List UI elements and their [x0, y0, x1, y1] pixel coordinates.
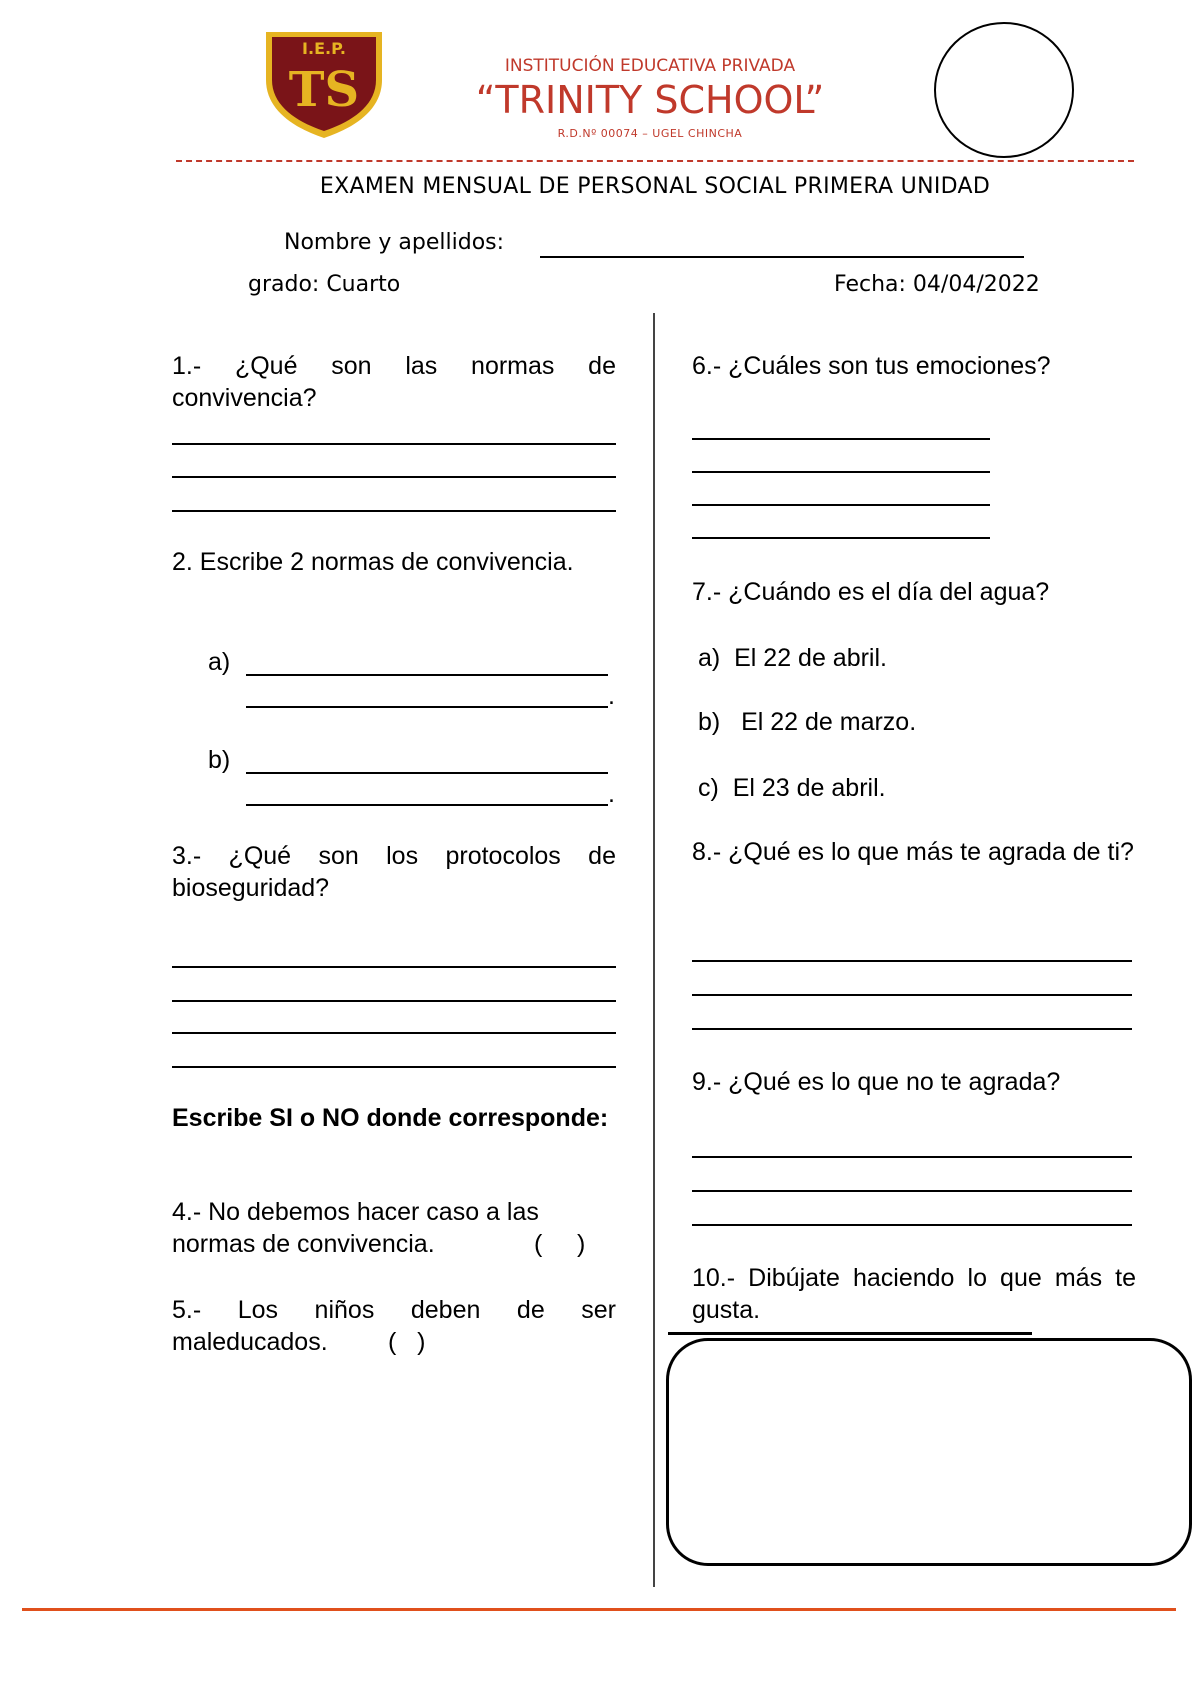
answer-line[interactable] — [172, 1000, 616, 1002]
answer-line[interactable] — [692, 960, 1132, 962]
footer-rule — [22, 1608, 1176, 1611]
question-8: 8.- ¿Qué es lo que más te agrada de ti? — [692, 838, 1134, 866]
question-4-text: 4.- No debemos hacer caso a las normas de convivencia. — [172, 1198, 539, 1258]
question-9: 9.- ¿Qué es lo que no te agrada? — [692, 1068, 1061, 1096]
option-a-label: a) — [208, 648, 231, 676]
answer-line[interactable] — [692, 438, 990, 440]
answer-line[interactable] — [692, 994, 1132, 996]
line-end-dot: . — [608, 682, 615, 710]
institution-type: INSTITUCIÓN EDUCATIVA PRIVADA — [504, 56, 796, 76]
answer-line[interactable] — [692, 1190, 1132, 1192]
si-no-instruction: Escribe SI o NO donde corresponde: — [172, 1104, 609, 1132]
name-label: Nombre y apellidos: — [284, 230, 505, 255]
answer-line[interactable] — [692, 537, 990, 539]
answer-line[interactable] — [246, 674, 608, 676]
institution-name: “TRINITY SCHOOL” — [475, 78, 825, 122]
answer-line[interactable] — [692, 504, 990, 506]
answer-line[interactable] — [172, 510, 616, 512]
answer-line[interactable] — [172, 1066, 616, 1068]
exam-title: EXAMEN MENSUAL DE PERSONAL SOCIAL PRIMERA UNIDAD — [319, 174, 991, 199]
drawing-box[interactable] — [666, 1338, 1192, 1566]
column-divider — [653, 313, 655, 1587]
line-end-dot: . — [608, 780, 615, 808]
answer-line[interactable] — [692, 1156, 1132, 1158]
answer-line[interactable] — [246, 706, 608, 708]
answer-line[interactable] — [692, 471, 990, 473]
answer-line[interactable] — [692, 1224, 1132, 1226]
question-5-blank[interactable]: ( ) — [388, 1328, 426, 1356]
answer-line[interactable] — [172, 966, 616, 968]
answer-line[interactable] — [172, 443, 616, 445]
school-crest-logo — [262, 28, 386, 140]
date-label: Fecha: 04/04/2022 — [834, 272, 1040, 297]
answer-line[interactable] — [246, 772, 608, 774]
grade-label: grado: Cuarto — [248, 272, 401, 297]
photo-circle — [934, 22, 1074, 158]
name-answer-line[interactable] — [540, 256, 1024, 258]
registration-number: R.D.Nº 00074 – UGEL CHINCHA — [557, 127, 743, 140]
crest-text: I.E.P. — [302, 39, 346, 58]
header-dashed-divider — [176, 160, 1134, 162]
drawing-box-top-line — [668, 1332, 1032, 1335]
q7-option-b[interactable]: b) El 22 de marzo. — [698, 708, 917, 736]
answer-line[interactable] — [692, 1028, 1132, 1030]
q7-option-a[interactable]: a) El 22 de abril. — [698, 644, 887, 672]
question-4-blank[interactable]: ( ) — [534, 1230, 586, 1258]
question-10: 10.- Dibújate haciendo lo que más te gusta. — [692, 1264, 1136, 1324]
question-7: 7.- ¿Cuándo es el día del agua? — [692, 578, 1050, 606]
q7-option-c[interactable]: c) El 23 de abril. — [698, 774, 886, 802]
question-1: 1.- ¿Qué son las normas de convivencia? — [172, 352, 616, 412]
answer-line[interactable] — [172, 476, 616, 478]
answer-line[interactable] — [172, 1032, 616, 1034]
question-6: 6.- ¿Cuáles son tus emociones? — [692, 352, 1051, 380]
question-3: 3.- ¿Qué son los protocolos de bioseguridad? — [172, 842, 616, 902]
option-b-label: b) — [208, 746, 231, 774]
crest-monogram: TS — [288, 62, 360, 118]
question-2: 2. Escribe 2 normas de convivencia. — [172, 548, 574, 576]
answer-line[interactable] — [246, 804, 608, 806]
question-5: 5.- Los niños deben de ser maleducados. — [172, 1296, 616, 1356]
